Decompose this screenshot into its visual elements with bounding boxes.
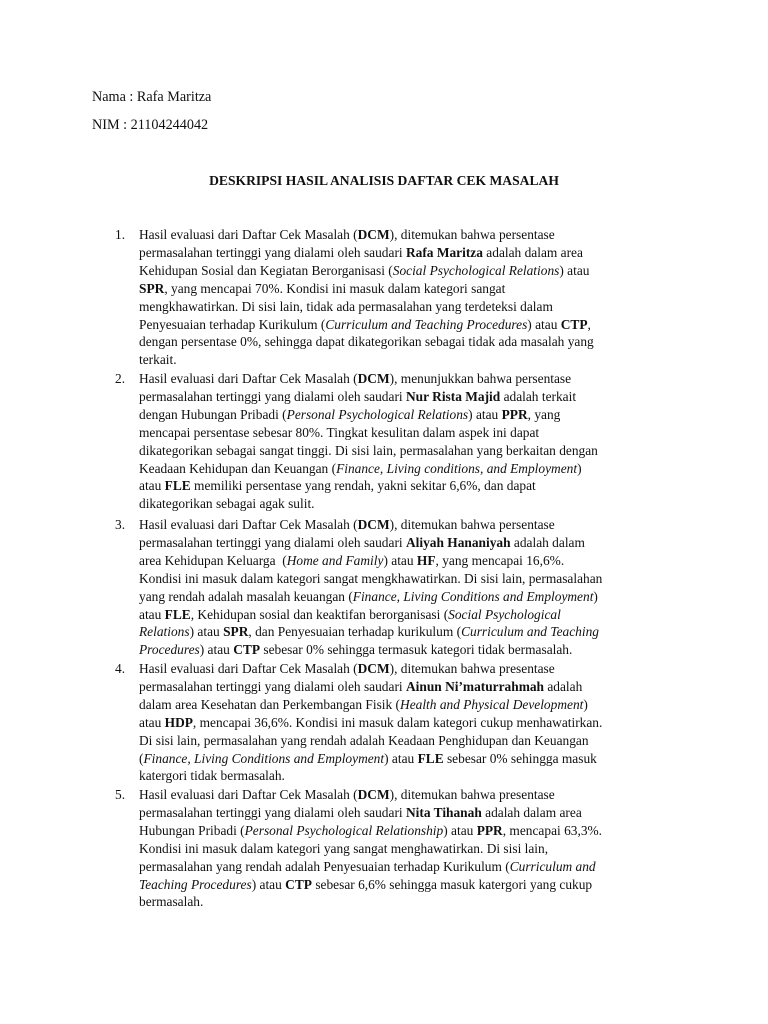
bold-text: Rafa Maritza (405, 244, 483, 260)
text-run: katergori tidak bermasalah. (139, 768, 285, 784)
paragraph-line (139, 460, 685, 478)
text-run: area Kehidupan Keluarga ( (139, 552, 287, 568)
text-run: permasalahan tertinggi yang dialami oleh saudari (139, 534, 406, 550)
paragraph-line (139, 406, 685, 424)
text-run: Hasil evaluasi dari Daftar Cek Masalah ( (139, 371, 358, 386)
text-run: dikategorikan sebagai agak sulit. (139, 496, 315, 512)
text-run: dengan persentase 0%, sehingga dapat dikategorikan sebagai tidak ada masalah yang (139, 334, 594, 350)
text-run: ) atau (443, 822, 477, 838)
text-run: sebesar 6,6% sehingga masuk katergori yang cukup (311, 876, 593, 892)
text-run: memiliki persentase yang rendah, yakni sekitar 6,6%, dan dapat (190, 478, 536, 494)
list-item-paragraph (139, 516, 685, 659)
text-run: mencapai persentase sebesar 80%. Tingkat kesulitan dalam aspek ini dapat (139, 424, 540, 440)
italic-text: Finance, Living conditions, and Employment (336, 460, 578, 476)
text-run: adalah (544, 678, 583, 694)
bold-text: PPR (501, 406, 528, 422)
paragraph-line (139, 767, 685, 785)
text-run: Hubungan Pribadi ( (139, 822, 245, 838)
text-run: yang rendah adalah masalah keuangan ( (139, 588, 353, 604)
paragraph-line (139, 714, 685, 732)
text-run: adalah dalam (510, 534, 585, 550)
text-run: ) atau (384, 750, 418, 766)
list-item-paragraph (139, 226, 685, 369)
paragraph-line (139, 822, 685, 840)
bold-text: PPR (476, 822, 503, 838)
paragraph-line (139, 516, 685, 534)
bold-text: SPR (223, 624, 249, 640)
paragraph-line (139, 226, 685, 244)
paragraph-line (139, 495, 685, 513)
text-run: Penyesuaian terhadap Kurikulum ( (139, 316, 326, 332)
text-run: Kondisi ini masuk dalam kategori sangat mengkhawatirkan. Di sisi lain, permasalahan (139, 570, 603, 586)
text-run: atau (139, 478, 165, 494)
text-run: ) (577, 460, 582, 476)
text-run: ), ditemukan bahwa presentase (389, 787, 555, 802)
text-run: ) atau (199, 642, 234, 658)
text-run: ( (139, 750, 144, 766)
text-run: ), ditemukan bahwa presentase (389, 661, 555, 676)
paragraph-line (139, 893, 685, 911)
paragraph-line (139, 588, 685, 606)
text-run: adalah terkait (500, 388, 577, 404)
italic-text: Curriculum and (509, 858, 596, 874)
italic-text: Home and Family (286, 552, 384, 568)
student-name-line: Nama : Rafa Maritza (92, 89, 212, 105)
bold-text: DCM (357, 371, 390, 386)
paragraph-line (139, 316, 685, 334)
list-item-number: 3. (115, 517, 126, 532)
paragraph-line (139, 678, 685, 696)
bold-text: Ainun Ni’maturrahmah (405, 678, 544, 694)
bold-text: HDP (164, 714, 193, 730)
bold-text: DCM (357, 661, 390, 676)
paragraph-line (139, 876, 685, 894)
text-run: bermasalah. (139, 894, 204, 910)
paragraph-line (139, 333, 685, 351)
page-title: DESKRIPSI HASIL ANALISIS DAFTAR CEK MASALAH (209, 173, 559, 188)
text-run: permasalahan tertinggi yang dialami oleh saudari (139, 678, 406, 694)
italic-text: Health and Physical Development (400, 696, 584, 712)
bold-text: FLE (164, 606, 191, 622)
text-run: , (587, 316, 591, 332)
paragraph-line (139, 298, 685, 316)
italic-text: Personal Psychological Relations (286, 406, 469, 422)
paragraph-line (139, 351, 685, 369)
text-run: ) atau (189, 624, 224, 640)
text-run: , Kehidupan sosial dan keaktifan berorganisasi ( (190, 606, 449, 622)
text-run: adalah dalam area (482, 244, 583, 260)
bold-text: FLE (164, 478, 191, 494)
text-run: ) atau (468, 406, 502, 422)
bold-text: DCM (357, 787, 390, 802)
paragraph-line (139, 606, 685, 624)
italic-text: Social Psychological (448, 606, 561, 622)
bold-text: CTP (285, 876, 312, 892)
bold-text: FLE (417, 750, 444, 766)
text-run: , yang (527, 406, 561, 422)
text-run: adalah dalam area (481, 804, 582, 820)
text-run: Hasil evaluasi dari Daftar Cek Masalah ( (139, 517, 358, 532)
bold-text: CTP (233, 642, 261, 658)
list-item-number: 5. (115, 787, 126, 802)
paragraph-line (139, 534, 685, 552)
text-run: Hasil evaluasi dari Daftar Cek Masalah ( (139, 661, 358, 676)
text-run: terkait. (139, 352, 177, 368)
paragraph-line (139, 370, 685, 388)
text-run: permasalahan tertinggi yang dialami oleh saudari (139, 804, 406, 820)
paragraph-line (139, 442, 685, 460)
bold-text: CTP (560, 316, 588, 332)
paragraph-line (139, 786, 685, 804)
text-run: ), menunjukkan bahwa persentase (389, 371, 572, 386)
text-run: Kondisi ini masuk dalam kategori yang sangat menghawatirkan. Di sisi lain, (139, 840, 549, 856)
text-run: , yang mencapai 70%. Kondisi ini masuk dalam kategori sangat (164, 280, 506, 296)
text-run: ), ditemukan bahwa persentase (389, 227, 555, 242)
paragraph-line (139, 388, 685, 406)
text-run: dengan Hubungan Pribadi ( (139, 406, 287, 422)
paragraph-line (139, 570, 685, 588)
text-run: , yang mencapai 16,6%. (435, 552, 565, 568)
paragraph-line (139, 552, 685, 570)
bold-text: DCM (357, 227, 390, 242)
paragraph-line (139, 732, 685, 750)
text-run: Di sisi lain, permasalahan yang rendah adalah Keadaan Penghidupan dan Keuangan (139, 732, 589, 748)
text-run: Hasil evaluasi dari Daftar Cek Masalah ( (139, 787, 358, 802)
bold-text: DCM (357, 517, 390, 532)
paragraph-line (139, 424, 685, 442)
paragraph-line (139, 660, 685, 678)
list-item-paragraph (139, 370, 685, 513)
italic-text: Social Psychological Relations (392, 262, 560, 278)
paragraph-line (139, 804, 685, 822)
italic-text: Teaching Procedures (139, 876, 252, 892)
text-run: sebesar 0% sehingga masuk (443, 750, 597, 766)
text-run: dalam area Kesehatan dan Perkembangan Fisik ( (139, 696, 401, 712)
text-run: , dan Penyesuaian terhadap kurikulum ( (248, 624, 462, 640)
text-run: permasalahan tertinggi yang dialami oleh saudari (139, 244, 406, 260)
list-item-paragraph (139, 786, 685, 911)
text-run: permasalahan tertinggi yang dialami oleh saudari (139, 388, 406, 404)
text-run: Keadaan Kehidupan dan Keuangan ( (139, 460, 337, 476)
text-run: permasalahan yang rendah adalah Penyesuaian terhadap Kurikulum ( (139, 858, 510, 874)
text-run: , mencapai 36,6%. Kondisi ini masuk dalam kategori cukup menhawatirkan. (192, 714, 603, 730)
text-run: ) atau (383, 552, 417, 568)
paragraph-line (139, 750, 685, 768)
text-run: ) atau (559, 262, 590, 278)
bold-text: Nur Rista Majid (405, 388, 501, 404)
italic-text: Curriculum and Teaching (461, 624, 599, 640)
italic-text: Relations (139, 624, 190, 640)
paragraph-line (139, 280, 685, 298)
bold-text: SPR (139, 280, 165, 296)
paragraph-line (139, 641, 685, 659)
list-item-number: 4. (115, 661, 126, 676)
text-run: atau (139, 714, 165, 730)
text-run: , mencapai 63,3%. (502, 822, 603, 838)
list-item-number: 2. (115, 371, 126, 386)
paragraph-line (139, 244, 685, 262)
italic-text: Finance, Living Conditions and Employment (352, 588, 594, 604)
text-run: ) atau (527, 316, 561, 332)
text-run: ) (583, 696, 588, 712)
paragraph-line (139, 623, 685, 641)
italic-text: Personal Psychological Relationship (244, 822, 444, 838)
paragraph-line (139, 262, 685, 280)
paragraph-line (139, 477, 685, 495)
italic-text: Finance, Living Conditions and Employment (143, 750, 385, 766)
text-run: ) (593, 588, 598, 604)
text-run: atau (139, 606, 165, 622)
text-run: sebesar 0% sehingga termasuk kategori tidak bermasalah. (260, 642, 573, 658)
text-run: mengkhawatirkan. Di sisi lain, tidak ada permasalahan yang terdeteksi dalam (139, 298, 553, 314)
bold-text: HF (416, 552, 436, 568)
student-nim-line: NIM : 21104244042 (92, 117, 209, 133)
paragraph-line (139, 858, 685, 876)
bold-text: Nita Tihanah (405, 804, 482, 820)
text-run: dikategorikan sebagai sangat tinggi. Di sisi lain, permasalahan yang berkaitan dengan (139, 442, 598, 458)
paragraph-line (139, 696, 685, 714)
paragraph-line (139, 840, 685, 858)
list-item-number: 1. (115, 227, 126, 242)
list-item-paragraph (139, 660, 685, 785)
text-run: Hasil evaluasi dari Daftar Cek Masalah ( (139, 227, 358, 242)
italic-text: Procedures (139, 642, 200, 658)
text-run: ), ditemukan bahwa persentase (389, 517, 555, 532)
text-run: ) atau (251, 876, 286, 892)
italic-text: Curriculum and Teaching Procedures (325, 316, 528, 332)
text-run: Kehidupan Sosial dan Kegiatan Berorganisasi ( (139, 262, 393, 278)
bold-text: Aliyah Hananiyah (405, 534, 511, 550)
